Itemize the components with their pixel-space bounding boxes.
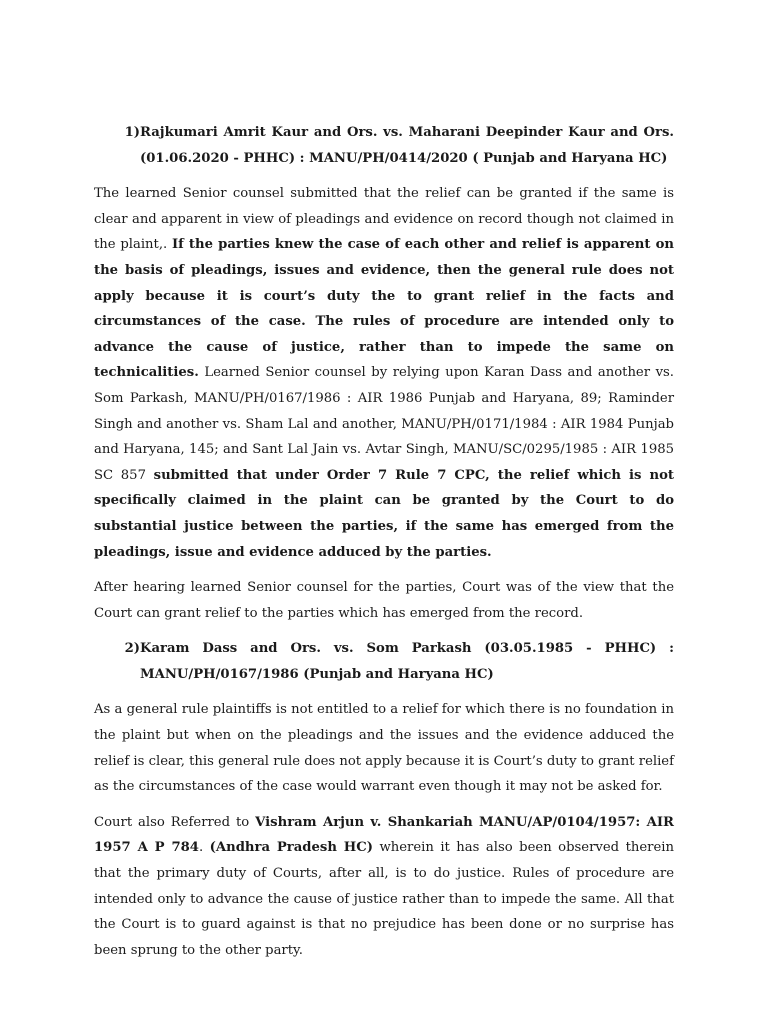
document-page <box>94 120 674 973</box>
case-title-1: Rajkumari Amrit Kaur and Ors. vs. Maharani Deepinder Kaur and Ors. (01.06.2020 - PHHC) : MANU/PH/0414/2020 ( Punjab and Haryana HC) <box>140 125 674 166</box>
case1-para1-text-1: The learned Senior counsel submitted that the relief can be granted if the same is clear and apparent in view of pleadings and evidence on record though not claimed in the plaint,. <box>94 186 674 253</box>
case2-para2-bold-2: (Andhra Pradesh HC) <box>209 840 373 856</box>
case2-paragraph-1: As a general rule plaintiffs is not entitled to a relief for which there is no foundation in the plaint but when on the pleadings and the issues and the evidence adduced the relief is clear, this general rule does not apply because it is Court’s duty to grant relief as the circumstances of the case would warrant even though it may not be asked for. <box>94 702 674 795</box>
case2-para2-text-2: . <box>198 840 210 856</box>
case1-para1-bold-2: submitted that under Order 7 Rule 7 CPC, the relief which is not specifically claimed in the plaint can be granted by the Court to do substantial justice between the parties, if the same has emerged from the pleadings, issue and evidence adduced by the parties. <box>94 467 674 560</box>
case-heading-2 <box>94 636 674 687</box>
case1-para1-text-2: Learned Senior counsel by relying upon Karan Dass and another vs. Som Parkash, MANU/PH/0167/1986 : AIR 1986 Punjab and Haryana, 89; Raminder Singh and another vs. Sham Lal and another, MANU/PH/0171/1984 : AIR 1984 Punjab and Haryana, 145; and Sant Lal Jain vs. Avtar Singh, MANU/SC/0295/1985 : AIR 1985 SC 857 <box>94 365 674 483</box>
case2-para2-text-1: Court also Referred to <box>94 814 256 830</box>
case-heading-1 <box>94 120 674 171</box>
case1-para1-bold-1: If the parties knew the case of each other and relief is apparent on the basis of pleadings, issues and evidence, then the general rule does not apply because it is court’s duty the to grant relief in the facts and circumstances of the case. The rules of procedure are intended only to advance the cause of justice, rather than to impede the same on technicalities. <box>94 237 674 381</box>
case2-para2-text-3: wherein it has also been observed therein that the primary duty of Courts, after all, is to do justice. Rules of procedure are intended only to advance the cause of justice rather than to impede the same. All that the Court is to guard against is that no prejudice has been done or no surprise has been sprung to the other party. <box>94 840 675 958</box>
case-number-1: 1) <box>124 125 140 140</box>
case-title-2: Karam Dass and Ors. vs. Som Parkash (03.05.1985 - PHHC) : MANU/PH/0167/1986 (Punjab and Haryana HC) <box>140 641 674 682</box>
case-number-2: 2) <box>124 641 140 657</box>
case2-paragraph-2 <box>94 810 674 964</box>
case1-paragraph-2: After hearing learned Senior counsel for the parties, Court was of the view that the Court can grant relief to the parties which has emerged from the record. <box>94 580 674 621</box>
case2-para2-bold-1: Vishram Arjun v. Shankariah MANU/AP/0104/1957: AIR 1957 A P 784 <box>94 814 674 856</box>
case1-paragraph-1 <box>94 181 674 565</box>
